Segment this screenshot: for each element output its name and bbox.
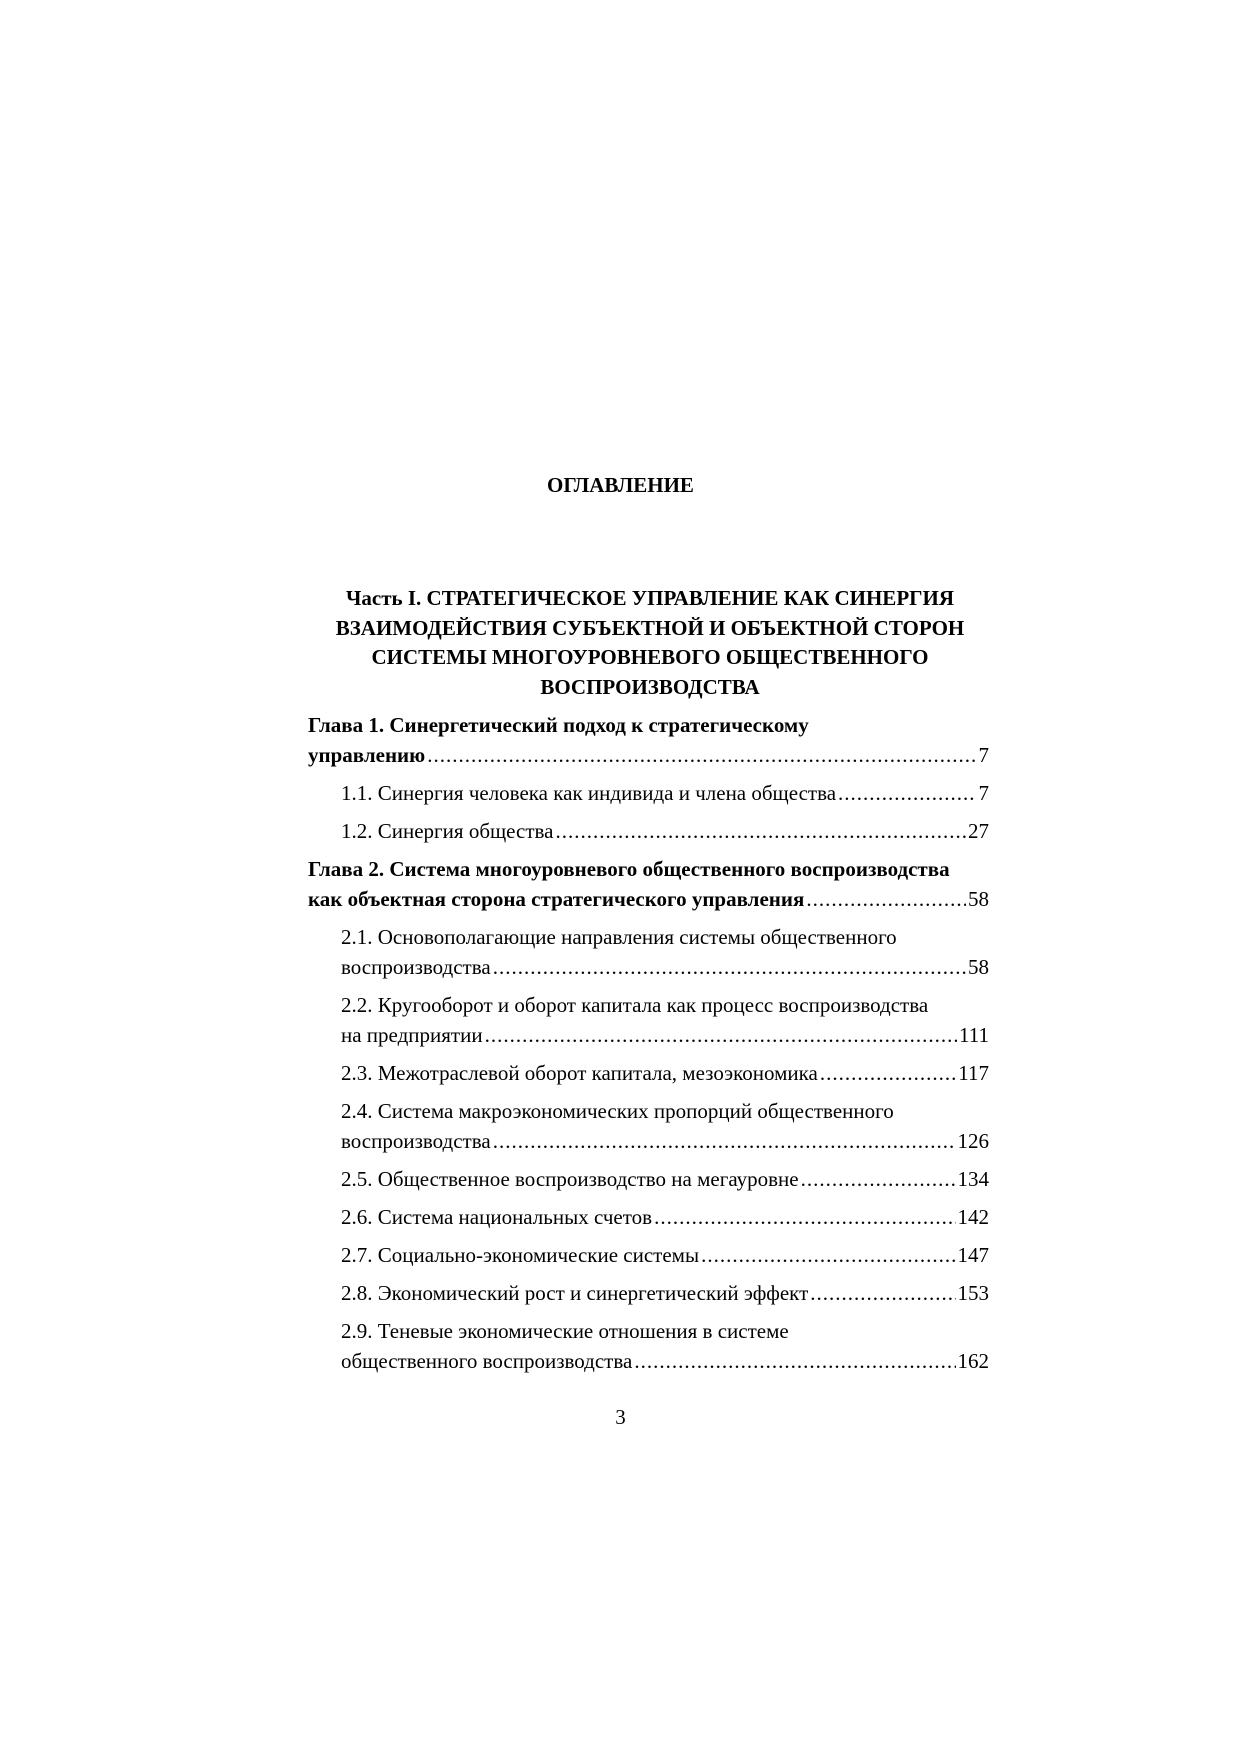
toc-page-number: 27 bbox=[968, 819, 989, 843]
dot-leader bbox=[485, 1020, 957, 1050]
toc-entry-title-end: управлению bbox=[308, 743, 426, 767]
table-of-contents bbox=[308, 710, 989, 1376]
part-heading-line: СИСТЕМЫ МНОГОУРОВНЕВОГО ОБЩЕСТВЕННОГО bbox=[371, 645, 929, 669]
toc-section-2-7[interactable] bbox=[341, 1240, 989, 1270]
dot-leader bbox=[810, 1278, 955, 1308]
toc-entry-title-end: общественного воспроизводства bbox=[341, 1349, 633, 1373]
toc-entry-title-end: на предприятии bbox=[341, 1023, 483, 1047]
toc-entry-title-end: как объектная сторона стратегического управления bbox=[308, 887, 805, 911]
dot-leader bbox=[701, 1240, 955, 1270]
dot-leader bbox=[801, 1164, 956, 1194]
toc-entry-title-end: 2.8. Экономический рост и синергетический эффект bbox=[341, 1281, 809, 1305]
toc-entry-title-end: 1.1. Синергия человека как индивида и члена общества bbox=[341, 781, 837, 805]
dot-leader bbox=[493, 952, 966, 982]
dot-leader bbox=[427, 740, 976, 770]
toc-page-number: 111 bbox=[959, 1023, 989, 1047]
toc-entry-title-line: Глава 1. Синергетический подход к стратегическому bbox=[308, 713, 809, 737]
page-title: ОГЛАВЛЕНИЕ bbox=[547, 473, 694, 497]
toc-entry-title-line: 2.4. Система макроэкономических пропорций общественного bbox=[341, 1099, 894, 1123]
toc-section-2-2[interactable] bbox=[341, 990, 989, 1050]
toc-section-1-1[interactable] bbox=[341, 778, 989, 808]
toc-section-2-4[interactable] bbox=[341, 1096, 989, 1156]
toc-section-2-5[interactable] bbox=[341, 1164, 989, 1194]
part-heading-line: ВЗАИМОДЕЙСТВИЯ СУБЪЕКТНОЙ И ОБЪЕКТНОЙ СТОРОН bbox=[335, 615, 965, 640]
toc-page-number: 142 bbox=[957, 1205, 989, 1229]
toc-entry-title-end: воспроизводства bbox=[341, 1129, 491, 1153]
part-heading-line: ВОСПРОИЗВОДСТВА bbox=[540, 674, 760, 699]
dot-leader bbox=[838, 778, 976, 808]
toc-entry-title-end: 2.6. Система национальных счетов bbox=[341, 1205, 653, 1229]
dot-leader bbox=[493, 1126, 956, 1156]
toc-chapter-2[interactable] bbox=[308, 854, 989, 914]
toc-page-number: 7 bbox=[978, 781, 989, 805]
dot-leader bbox=[555, 816, 966, 846]
dot-leader bbox=[654, 1202, 955, 1232]
toc-section-2-9[interactable] bbox=[341, 1316, 989, 1376]
toc-section-2-3[interactable] bbox=[341, 1058, 989, 1088]
toc-entry-title-line: 2.2. Кругооборот и оборот капитала как процесс воспроизводства bbox=[341, 993, 929, 1017]
toc-section-2-6[interactable] bbox=[341, 1202, 989, 1232]
toc-entry-title-end: 2.7. Социально-экономические системы bbox=[341, 1243, 700, 1267]
toc-entry-title-end: воспроизводства bbox=[341, 955, 491, 979]
part-heading bbox=[290, 584, 1010, 702]
toc-page-number: 134 bbox=[957, 1167, 989, 1191]
toc-entry-title-line: Глава 2. Система многоуровневого общественного воспроизводства bbox=[308, 857, 950, 881]
toc-chapter-1[interactable] bbox=[308, 710, 989, 770]
part-heading-line: Часть I. СТРАТЕГИЧЕСКОЕ УПРАВЛЕНИЕ КАК СИНЕРГИЯ bbox=[345, 586, 955, 610]
dot-leader bbox=[820, 1058, 956, 1088]
toc-entry-title-end: 2.3. Межотраслевой оборот капитала, мезоэкономика bbox=[341, 1061, 818, 1085]
page-number: 3 bbox=[615, 1405, 626, 1429]
toc-page-number: 153 bbox=[957, 1281, 989, 1305]
toc-entry-title-end: 1.2. Синергия общества bbox=[341, 819, 554, 843]
toc-entry-title-end: 2.5. Общественное воспроизводство на мегауровне bbox=[341, 1167, 799, 1191]
toc-page-number: 7 bbox=[978, 743, 989, 767]
dot-leader bbox=[806, 884, 966, 914]
toc-page-number: 117 bbox=[958, 1061, 989, 1085]
dot-leader bbox=[634, 1346, 955, 1376]
toc-page-number: 162 bbox=[957, 1349, 989, 1373]
toc-page-number: 58 bbox=[968, 887, 989, 911]
toc-page-number: 126 bbox=[957, 1129, 989, 1153]
toc-entry-title-line: 2.9. Теневые экономические отношения в системе bbox=[341, 1319, 789, 1343]
toc-section-2-8[interactable] bbox=[341, 1278, 989, 1308]
toc-section-1-2[interactable] bbox=[341, 816, 989, 846]
toc-section-2-1[interactable] bbox=[341, 922, 989, 982]
toc-page-number: 58 bbox=[968, 955, 989, 979]
toc-entry-title-line: 2.1. Основополагающие направления системы общественного bbox=[341, 925, 897, 949]
toc-page-number: 147 bbox=[957, 1243, 989, 1267]
